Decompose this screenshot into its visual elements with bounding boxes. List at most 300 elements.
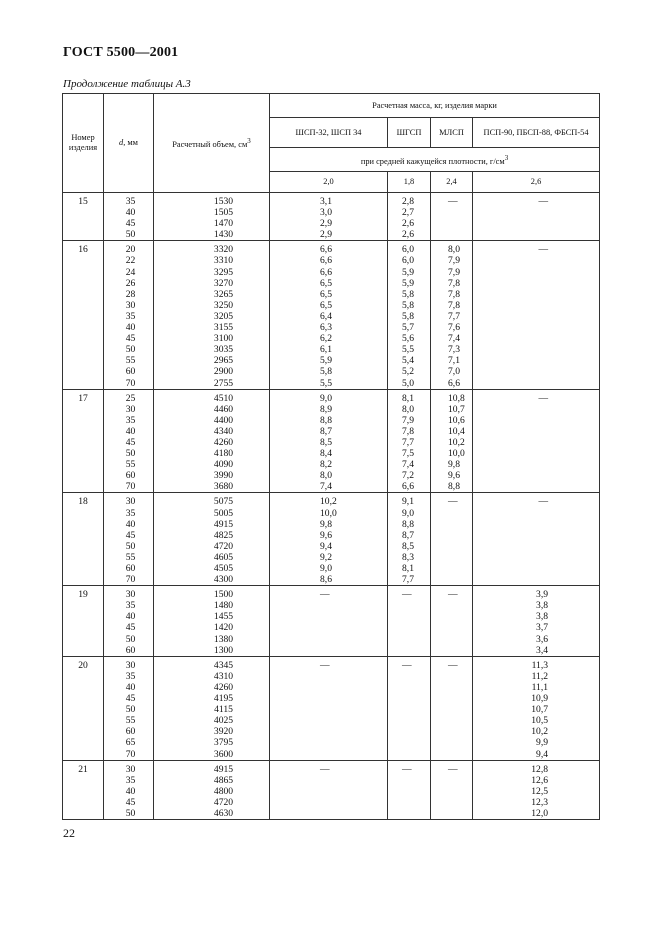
volume-cell xyxy=(154,193,270,241)
cell-value: 6,6 xyxy=(402,481,414,493)
mass-brand-4-cell xyxy=(473,760,600,819)
cell-value: 4915 xyxy=(213,763,234,775)
cell-value: 2,9 xyxy=(320,218,332,230)
cell-value: 7,9 xyxy=(402,414,414,426)
cell-value: 5,4 xyxy=(402,355,414,367)
item-number-cell xyxy=(63,656,104,760)
cell-value: 21 xyxy=(78,763,88,775)
cell-value: 9,8 xyxy=(448,459,460,471)
table-caption: Продолжение таблицы А.3 xyxy=(63,78,191,90)
cell-value: 8,6 xyxy=(320,574,332,586)
table-row xyxy=(63,760,600,819)
cell-value: 6,5 xyxy=(320,299,332,311)
cell-value: 20 xyxy=(125,244,136,256)
cell-value: 12,8 xyxy=(531,763,549,775)
cell-value: — xyxy=(538,496,549,508)
cell-value: 35 xyxy=(125,310,136,322)
mass-brand-1-cell xyxy=(270,493,388,586)
cell-value: 10,0 xyxy=(448,448,465,460)
cell-value: 35 xyxy=(125,774,136,786)
cell-value: 55 xyxy=(125,459,136,471)
cell-value: 6,6 xyxy=(320,266,332,278)
cell-value: 35 xyxy=(125,600,136,612)
cell-value: 60 xyxy=(125,726,136,738)
cell-value: — xyxy=(402,589,412,601)
cell-value: 4260 xyxy=(213,436,234,448)
cell-value: 4340 xyxy=(213,425,234,437)
cell-value: — xyxy=(320,659,330,671)
cell-value: 26 xyxy=(125,277,136,289)
cell-value: — xyxy=(448,659,458,671)
cell-value: 5,5 xyxy=(320,377,332,389)
data-table xyxy=(62,93,600,820)
cell-value: 4460 xyxy=(213,403,234,415)
cell-value: 28 xyxy=(125,288,136,300)
diameter-cell xyxy=(104,760,154,819)
item-number-cell xyxy=(63,193,104,241)
cell-value: 15 xyxy=(78,196,88,207)
cell-value: 8,7 xyxy=(402,529,414,541)
cell-value: 7,0 xyxy=(448,366,460,378)
cell-value: 8,8 xyxy=(402,518,414,530)
cell-value: — xyxy=(448,196,458,207)
cell-value: — xyxy=(320,763,330,775)
mass-brand-4-cell xyxy=(473,389,600,493)
cell-value: 10,9 xyxy=(531,693,549,705)
cell-value: 8,0 xyxy=(320,470,332,482)
item-number-cell xyxy=(63,389,104,493)
cell-value: 19 xyxy=(78,589,88,601)
cell-value: 45 xyxy=(125,622,136,634)
cell-value: 9,6 xyxy=(320,529,332,541)
cell-value: 10,7 xyxy=(448,403,465,415)
cell-value: 7,8 xyxy=(448,299,460,311)
cell-value: 30 xyxy=(125,763,136,775)
mass-brand-1-cell xyxy=(270,389,388,493)
mass-brand-4-cell xyxy=(473,586,600,657)
cell-value: 45 xyxy=(125,796,136,808)
cell-value: 60 xyxy=(125,470,136,482)
cell-value: 9,1 xyxy=(402,496,414,508)
mass-brand-4-cell xyxy=(473,241,600,389)
cell-value: 2755 xyxy=(213,377,234,389)
cell-value: 3100 xyxy=(213,333,234,345)
cell-value: 1430 xyxy=(213,229,234,241)
cell-value: 9,4 xyxy=(536,748,549,760)
cell-value: 30 xyxy=(125,659,136,671)
cell-value: 3680 xyxy=(213,481,234,493)
cell-value: 10,6 xyxy=(448,414,465,426)
cell-value: 1505 xyxy=(213,207,234,219)
cell-value: 5,9 xyxy=(320,355,332,367)
cell-value: 5,9 xyxy=(402,266,414,278)
cell-value: 8,4 xyxy=(320,448,332,460)
cell-value: 35 xyxy=(125,670,136,682)
header-brand-1: ШСП-32, ШСП 34 xyxy=(270,118,388,148)
cell-value: — xyxy=(448,763,458,775)
cell-value: — xyxy=(402,763,412,775)
mass-brand-4-cell xyxy=(473,193,600,241)
cell-value: 6,4 xyxy=(320,310,332,322)
cell-value: 3795 xyxy=(213,737,234,749)
cell-value: 3600 xyxy=(213,748,234,760)
cell-value: 8,5 xyxy=(320,436,332,448)
cell-value: 10,2 xyxy=(320,496,337,508)
cell-value: 45 xyxy=(125,436,136,448)
cell-value: 7,9 xyxy=(448,255,460,267)
cell-value: 7,6 xyxy=(448,322,460,334)
cell-value: 8,2 xyxy=(320,459,332,471)
cell-value: 4025 xyxy=(213,715,234,727)
cell-value: 60 xyxy=(125,644,136,656)
cell-value: 11,1 xyxy=(531,681,549,693)
header-density-2: 1,8 xyxy=(388,172,431,193)
cell-value: — xyxy=(320,589,330,601)
mass-brand-3-cell xyxy=(431,241,473,389)
mass-brand-2-cell xyxy=(388,760,431,819)
cell-value: 10,2 xyxy=(531,726,549,738)
cell-value: 2,9 xyxy=(320,229,332,241)
cell-value: 40 xyxy=(125,425,136,437)
cell-value: 2900 xyxy=(213,366,234,378)
cell-value: 4400 xyxy=(213,414,234,426)
cell-value: 55 xyxy=(125,551,136,563)
cell-value: 60 xyxy=(125,366,136,378)
cell-value: 12,3 xyxy=(531,796,549,808)
cell-value: 4310 xyxy=(213,670,234,682)
header-density-note: при средней кажущейся плотности, $г/см^3$ xyxy=(270,148,600,172)
cell-value: 3265 xyxy=(213,288,234,300)
cell-value: 17 xyxy=(78,392,88,404)
cell-value: 8,1 xyxy=(402,563,414,574)
cell-value: 7,1 xyxy=(448,355,460,367)
cell-value: 4505 xyxy=(213,563,234,574)
diameter-cell xyxy=(104,493,154,586)
mass-brand-1-cell xyxy=(270,193,388,241)
cell-value: 6,6 xyxy=(320,244,332,256)
cell-value: 3,1 xyxy=(320,196,332,207)
cell-value: 3,8 xyxy=(536,611,549,623)
cell-value: 8,0 xyxy=(402,403,414,415)
cell-value: 9,8 xyxy=(320,518,332,530)
header-volume: Расчетный объем, $см^3$ xyxy=(154,94,270,193)
cell-value: 5,8 xyxy=(320,366,332,378)
cell-value: 7,3 xyxy=(448,344,460,356)
cell-value: 2,6 xyxy=(402,218,414,230)
cell-value: 4720 xyxy=(213,796,234,808)
cell-value: 3035 xyxy=(213,344,234,356)
cell-value: 50 xyxy=(125,344,136,356)
cell-value: 4260 xyxy=(213,681,234,693)
cell-value: 50 xyxy=(125,229,136,241)
cell-value: 45 xyxy=(125,218,136,230)
cell-value: 3,9 xyxy=(536,589,549,601)
volume-cell xyxy=(154,656,270,760)
cell-value: 8,7 xyxy=(320,425,332,437)
item-number-cell xyxy=(63,241,104,389)
cell-value: 45 xyxy=(125,333,136,345)
cell-value: 11,3 xyxy=(531,659,549,671)
cell-value: 35 xyxy=(125,414,136,426)
cell-value: 7,2 xyxy=(402,470,414,482)
cell-value: 4115 xyxy=(214,704,233,716)
mass-brand-3-cell xyxy=(431,389,473,493)
cell-value: 5,8 xyxy=(402,288,414,300)
cell-value: 4090 xyxy=(213,459,234,471)
cell-value: 7,7 xyxy=(448,310,460,322)
mass-brand-2-cell xyxy=(388,656,431,760)
cell-value: 30 xyxy=(125,496,136,508)
cell-value: 25 xyxy=(125,392,136,404)
table-row xyxy=(63,241,600,389)
cell-value: 8,9 xyxy=(320,403,332,415)
cell-value: 7,7 xyxy=(402,436,414,448)
cell-value: 70 xyxy=(125,481,136,493)
cell-value: 30 xyxy=(125,403,136,415)
header-item-no: Номер изделия xyxy=(63,94,104,193)
cell-value: 9,2 xyxy=(320,551,332,563)
header-brand-2: ШГСП xyxy=(388,118,431,148)
cell-value: — xyxy=(538,196,549,207)
cell-value: 11,2 xyxy=(531,670,549,682)
cell-value: 50 xyxy=(125,540,136,552)
cell-value: 5,2 xyxy=(402,366,414,378)
cell-value: 1480 xyxy=(213,600,234,612)
header-brand-4: ПСП-90, ПБСП-88, ФБСП-54 xyxy=(473,118,600,148)
cell-value: 9,0 xyxy=(320,563,332,574)
cell-value: 5,5 xyxy=(402,344,414,356)
cell-value: 6,5 xyxy=(320,288,332,300)
volume-cell xyxy=(154,493,270,586)
cell-value: 10,7 xyxy=(531,704,549,716)
mass-brand-1-cell xyxy=(270,586,388,657)
cell-value: 4300 xyxy=(213,574,234,586)
cell-value: 5,6 xyxy=(402,333,414,345)
cell-value: 3205 xyxy=(213,310,234,322)
cell-value: 40 xyxy=(125,681,136,693)
cell-value: 3155 xyxy=(213,322,234,334)
mass-brand-1-cell xyxy=(270,241,388,389)
cell-value: 4630 xyxy=(213,807,234,819)
mass-brand-3-cell xyxy=(431,193,473,241)
mass-brand-2-cell xyxy=(388,586,431,657)
cell-value: 7,8 xyxy=(402,425,414,437)
cell-value: 3990 xyxy=(213,470,234,482)
cell-value: 3270 xyxy=(213,277,234,289)
cell-value: 8,1 xyxy=(402,392,414,404)
table-header xyxy=(63,94,600,193)
mass-brand-4-cell xyxy=(473,656,600,760)
cell-value: 45 xyxy=(125,529,136,541)
header-density-1: 2,0 xyxy=(270,172,388,193)
mass-brand-3-cell xyxy=(431,760,473,819)
mass-brand-4-cell xyxy=(473,493,600,586)
cell-value: 4800 xyxy=(213,785,234,797)
cell-value: 3,7 xyxy=(536,622,549,634)
cell-value: 9,4 xyxy=(320,540,332,552)
cell-value: 8,5 xyxy=(402,540,414,552)
cell-value: 1500 xyxy=(213,589,234,601)
cell-value: 7,4 xyxy=(320,481,332,493)
table-row xyxy=(63,493,600,586)
cell-value: 4180 xyxy=(213,448,234,460)
cell-value: 9,9 xyxy=(536,737,549,749)
cell-value: 6,1 xyxy=(320,344,332,356)
mass-brand-2-cell xyxy=(388,193,431,241)
diameter-cell xyxy=(104,389,154,493)
cell-value: 5,9 xyxy=(402,277,414,289)
cell-value: 4510 xyxy=(213,392,234,404)
header-d: d, мм xyxy=(104,94,154,193)
cell-value: 8,8 xyxy=(320,414,332,426)
cell-value: 55 xyxy=(125,355,136,367)
cell-value: — xyxy=(402,659,412,671)
cell-value: 7,9 xyxy=(448,266,460,278)
diameter-cell xyxy=(104,586,154,657)
cell-value: 5,8 xyxy=(402,310,414,322)
cell-value: 60 xyxy=(125,563,136,574)
cell-value: 4195 xyxy=(213,693,234,705)
cell-value: 9,0 xyxy=(402,507,414,519)
diameter-cell xyxy=(104,193,154,241)
cell-value: 9,6 xyxy=(448,470,460,482)
cell-value: 1380 xyxy=(213,633,234,645)
volume-cell xyxy=(154,241,270,389)
cell-value: 3,0 xyxy=(320,207,332,219)
cell-value: 30 xyxy=(125,299,136,311)
volume-cell xyxy=(154,389,270,493)
cell-value: 40 xyxy=(125,322,136,334)
cell-value: 4720 xyxy=(213,540,234,552)
cell-value: 5,8 xyxy=(402,299,414,311)
cell-value: 40 xyxy=(125,611,136,623)
cell-value: 70 xyxy=(125,377,136,389)
cell-value: 10,2 xyxy=(448,436,465,448)
cell-value: 18 xyxy=(78,496,88,508)
cell-value: 3250 xyxy=(213,299,234,311)
header-density-4: 2,6 xyxy=(473,172,600,193)
cell-value: 55 xyxy=(125,715,136,727)
cell-value: 9,0 xyxy=(320,392,332,404)
cell-value: 35 xyxy=(125,507,136,519)
item-number-cell xyxy=(63,493,104,586)
cell-value: — xyxy=(538,244,549,256)
cell-value: 6,6 xyxy=(320,255,332,267)
cell-value: 1455 xyxy=(213,611,234,623)
cell-value: 3,6 xyxy=(536,633,549,645)
volume-cell xyxy=(154,760,270,819)
cell-value: 16 xyxy=(78,244,88,256)
cell-value: 8,8 xyxy=(448,481,460,493)
item-number-cell xyxy=(63,760,104,819)
cell-value: 24 xyxy=(125,266,136,278)
cell-value: 20 xyxy=(78,659,88,671)
mass-brand-1-cell xyxy=(270,656,388,760)
header-mass-group: Расчетная масса, кг, изделия марки xyxy=(270,94,600,118)
table-row xyxy=(63,389,600,493)
cell-value: 2,7 xyxy=(402,207,414,219)
cell-value: 5,0 xyxy=(402,377,414,389)
cell-value: 6,0 xyxy=(402,244,414,256)
cell-value: 6,5 xyxy=(320,277,332,289)
table-body xyxy=(63,193,600,820)
cell-value: 5075 xyxy=(213,496,234,508)
cell-value: 12,0 xyxy=(531,807,549,819)
cell-value: 4605 xyxy=(213,551,234,563)
cell-value: 50 xyxy=(125,448,136,460)
cell-value: 50 xyxy=(125,633,136,645)
cell-value: 3310 xyxy=(213,255,234,267)
cell-value: 30 xyxy=(125,589,136,601)
cell-value: 10,5 xyxy=(531,715,549,727)
table-row xyxy=(63,656,600,760)
cell-value: 1420 xyxy=(213,622,234,634)
diameter-cell xyxy=(104,656,154,760)
cell-value: 40 xyxy=(125,785,136,797)
cell-value: 4915 xyxy=(213,518,234,530)
cell-value: 22 xyxy=(125,255,136,267)
cell-value: 5,7 xyxy=(402,322,414,334)
cell-value: 6,6 xyxy=(448,377,460,389)
cell-value: 35 xyxy=(125,196,136,207)
cell-value: 2,6 xyxy=(402,229,414,241)
item-number-cell xyxy=(63,586,104,657)
cell-value: 70 xyxy=(125,748,136,760)
cell-value: 1300 xyxy=(213,644,234,656)
cell-value: 7,8 xyxy=(448,288,460,300)
cell-value: 3295 xyxy=(213,266,234,278)
cell-value: 4865 xyxy=(213,774,234,786)
cell-value: 3320 xyxy=(213,244,234,256)
cell-value: — xyxy=(448,496,458,508)
cell-value: 7,8 xyxy=(448,277,460,289)
cell-value: 1530 xyxy=(213,196,234,207)
cell-value: 8,0 xyxy=(448,244,460,256)
cell-value: 3,4 xyxy=(536,644,549,656)
cell-value: 40 xyxy=(125,207,136,219)
mass-brand-3-cell xyxy=(431,586,473,657)
cell-value: 8,3 xyxy=(402,551,414,563)
cell-value: 7,7 xyxy=(402,574,414,586)
mass-brand-3-cell xyxy=(431,493,473,586)
cell-value: 4825 xyxy=(213,529,234,541)
cell-value: 50 xyxy=(125,704,136,716)
mass-brand-2-cell xyxy=(388,241,431,389)
cell-value: 3920 xyxy=(213,726,234,738)
header-density-3: 2,4 xyxy=(431,172,473,193)
volume-cell xyxy=(154,586,270,657)
cell-value: 65 xyxy=(125,737,136,749)
document-header: ГОСТ 5500—2001 xyxy=(63,45,179,60)
diameter-cell xyxy=(104,241,154,389)
cell-value: 4345 xyxy=(213,659,234,671)
cell-value: 40 xyxy=(125,518,136,530)
cell-value: — xyxy=(448,589,458,601)
cell-value: 7,5 xyxy=(402,448,414,460)
cell-value: 45 xyxy=(125,693,136,705)
cell-value: 7,4 xyxy=(402,459,414,471)
table-row xyxy=(63,193,600,241)
mass-brand-2-cell xyxy=(388,493,431,586)
cell-value: 12,5 xyxy=(531,785,549,797)
cell-value: 7,4 xyxy=(448,333,460,345)
cell-value: 10,0 xyxy=(320,507,337,519)
cell-value: 10,8 xyxy=(448,392,465,404)
cell-value: — xyxy=(538,392,549,404)
cell-value: 1470 xyxy=(213,218,234,230)
header-brand-3: МЛСП xyxy=(431,118,473,148)
cell-value: 5005 xyxy=(213,507,234,519)
